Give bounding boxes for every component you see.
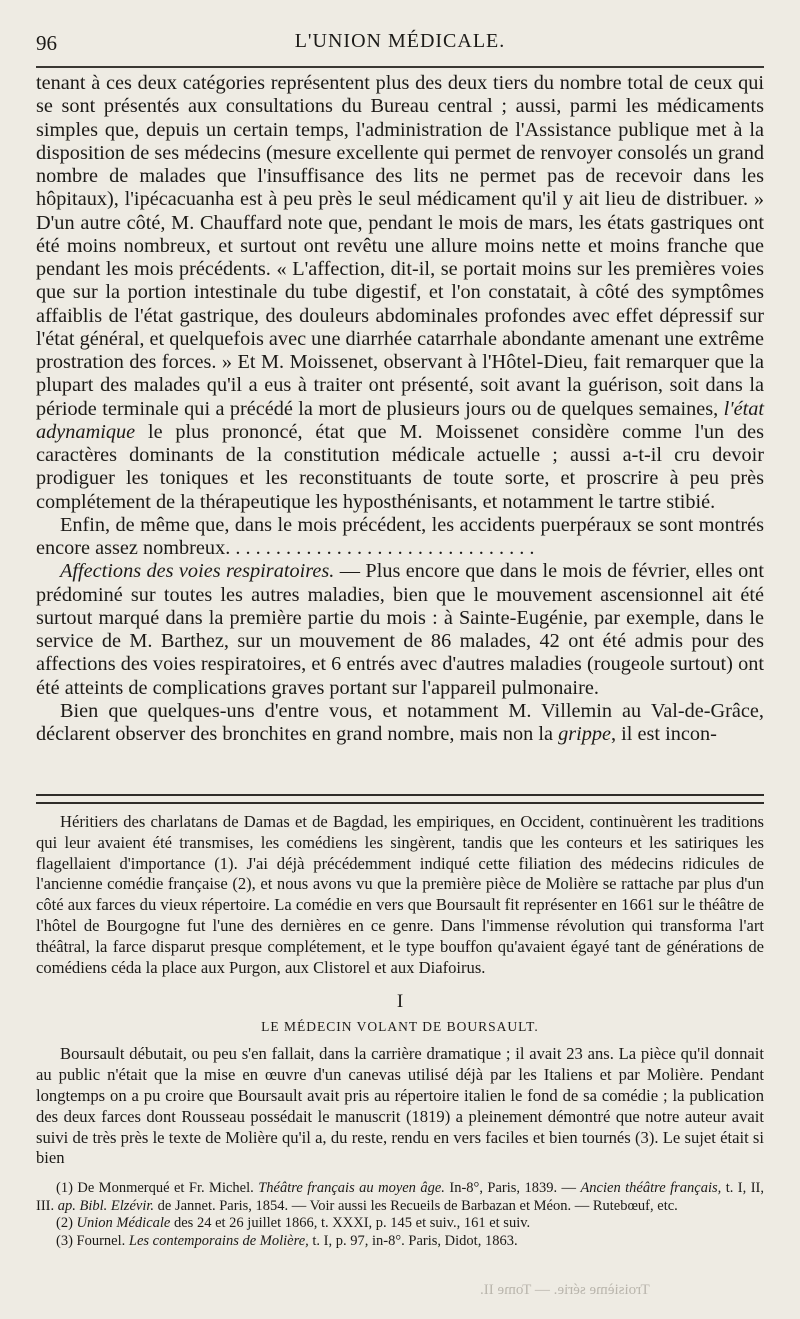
feuilleton-separator bbox=[36, 794, 764, 804]
paragraph-grippe bbox=[36, 700, 764, 747]
page-number: 96 bbox=[36, 31, 57, 55]
footnote-1 bbox=[36, 1180, 764, 1215]
text-run: Bien que quelques-uns d'entre vous, et notamment M. Villemin au Val-de-Grâce, déclarent observer des bronchites en grand nombre, mais non la bbox=[36, 699, 764, 745]
section-number: I bbox=[396, 991, 404, 1013]
italic-title: Ancien théâtre français, bbox=[580, 1180, 722, 1196]
section-heading-inline: Affections des voies respiratoires. bbox=[60, 560, 335, 583]
text-run: des 24 et 26 juillet 1866, t. XXXI, p. 145 et suiv., 161 et suiv. bbox=[170, 1215, 531, 1232]
italic-term: grippe bbox=[558, 723, 612, 745]
main-text bbox=[36, 72, 764, 746]
footnotes bbox=[36, 1180, 764, 1250]
feuilleton-paragraph: Boursault débutait, ou peu s'en fallait, dans la carrière dramatique ; il avait 23 ans. La pièce qu'il donnait au public n'était que la mise en œuvre d'un canevas utilisé déjà par les Italiens et par Molière. Pendant longtemps on a pu croire que Boursault avait pris au répertoire italien le fond de sa comédie ; la publication des deux farces dont Rousseau possédait le manuscrit (1819) a pleinement démontré que notre auteur avait suivi de très près le texte de Molière qu'il a, du reste, rendu en vers faciles et bien tournés (3). Le sujet était si bien bbox=[36, 1044, 764, 1168]
header-rule bbox=[36, 66, 764, 68]
text-run: t. I, II, III. bbox=[36, 1180, 764, 1214]
text-run: In-8°, Paris, 1839. — bbox=[444, 1180, 581, 1196]
footnote-3 bbox=[36, 1233, 764, 1251]
text-run: tenant à ces deux catégories représentent plus des deux tiers du nombre total de ceux qui se sont présentés aux consultations du Bureau central ; aussi, parmi les médicaments simples que, depuis un certain temps, l'administration de l'Assistance publique met à la disposition de ses médecins (mesure excellente qui permet de renvoyer consolés un grand nombre de malades que l'insuffisance des lits ne permet pas de recevoir dans les hôpitaux), l'ipécacuanha est à peu près le seul médicament qu'il y ait lieu de distribuer. » D'un autre côté, M. Chauffard note que, pendant le mois de mars, les états gastriques ont été moins nombreux, et surtout ont revêtu une allure moins nette et moins franche que pendant les mois précédents. « L'affection, dit-il, se portait moins sur les premières voies que sur la portion intestinale du tube digestif, et l'on constatait, à côté des symptômes affaiblis de l'état gastrique, des douleurs abdominales profondes avec effet dépressif sur l'état général, et quelquefois avec une diarrhée catarrhale abondante amenant une extrême prostration des forces. » Et M. Moissenet, observant à l'Hôtel-Dieu, fait remarquer que la plupart des malades qu'il a eus à traiter ont présenté, soit avant la guérison, soit dans la période terminale qui a précédé la mort de plusieurs jours ou de quelques semaines, bbox=[36, 72, 764, 420]
text-run: t. I, p. 97, in-8°. Paris, Didot, 1863. bbox=[308, 1232, 518, 1249]
text-run: (3) Fournel. bbox=[56, 1232, 129, 1249]
italic-term: l'état adynamique bbox=[36, 397, 764, 443]
paragraph-puerperal: Enfin, de même que, dans le mois précédent, les accidents puerpéraux se sont montrés encore assez nombreux. . . . . . . . . . . . . . . . . . . . . . . . . . . . . . . bbox=[36, 513, 764, 559]
text-run: — Plus encore que dans le mois de février, elles ont prédominé sur toutes les autres maladies, bien que le mouvement ascensionnel ait été surtout marqué dans la première partie du mois : à Sainte-Eugénie, par exemple, dans le service de M. Barthez, sur un mouvement de 86 malades, 42 ont été admis pour des affections des voies respiratoires, et 6 entrés avec d'autres maladies (rougeole surtout) ont été atteints de complications graves portant sur l'appareil pulmonaire. bbox=[36, 560, 764, 699]
section-title: LE MÉDECIN VOLANT DE BOURSAULT. bbox=[261, 1019, 539, 1035]
signature-mark: Troisième série. — Tome II. bbox=[480, 1282, 650, 1298]
page-header bbox=[36, 24, 764, 64]
text-run: (2) bbox=[56, 1215, 77, 1232]
italic-title: Les contemporains de Molière, bbox=[128, 1232, 309, 1249]
text-run: de Jannet. Paris, 1854. — Voir aussi les Recueils de Barbazan et Méon. — Rutebœuf, etc. bbox=[154, 1197, 678, 1214]
italic-title: Théâtre français au moyen âge. bbox=[258, 1180, 445, 1196]
feuilleton-paragraph: Héritiers des charlatans de Damas et de Bagdad, les empiriques, en Occident, continuèrent les traditions qui leur avaient été transmises, les comédiens les singèrent, tandis que les conteurs et les satiriques les flagellaient d'importance (1). J'ai déjà précédemment indiqué cette filiation des médecins ridicules de l'ancienne comédie française (2), et nous avons vu que la première pièce de Molière se rattache par plus d'un côté aux farces du vieux répertoire. La comédie en vers que Boursault fit représenter en 1661 sur le théâtre de l'hôtel de Bourgogne fut l'une des dernières en ce genre. Dans l'immense révolution qui transforma l'art théâtral, la farce disparut presque complétement, et le type bouffon qu'avaient égayé tant de générations de comédiens céda la place aux Purgon, aux Clistorel et aux Diafoirus. bbox=[36, 812, 764, 977]
text-run: le plus prononcé, état que M. Moissenet considère comme l'un des caractères dominants de la constitution médicale actuelle ; aussi a-t-il cru devoir prodiguer les toniques et les reconstituants de toute sorte, et proscrire à peu près complétement de la thérapeutique les hyposthénisants, et notamment le tartre stibié. bbox=[36, 420, 764, 513]
text-run: (1) De Monmerqué et Fr. Michel. bbox=[56, 1180, 259, 1196]
paragraph-respiratory bbox=[36, 560, 764, 700]
italic-title: Union Médicale bbox=[76, 1215, 171, 1232]
feuilleton-text bbox=[36, 812, 764, 1169]
italic-title: ap. Bibl. Elzévir. bbox=[57, 1197, 155, 1214]
paragraph-continuation bbox=[36, 72, 764, 514]
text-run: , il est incon- bbox=[611, 723, 717, 745]
running-title: L'UNION MÉDICALE. bbox=[294, 30, 506, 52]
footnote-2 bbox=[36, 1215, 764, 1233]
